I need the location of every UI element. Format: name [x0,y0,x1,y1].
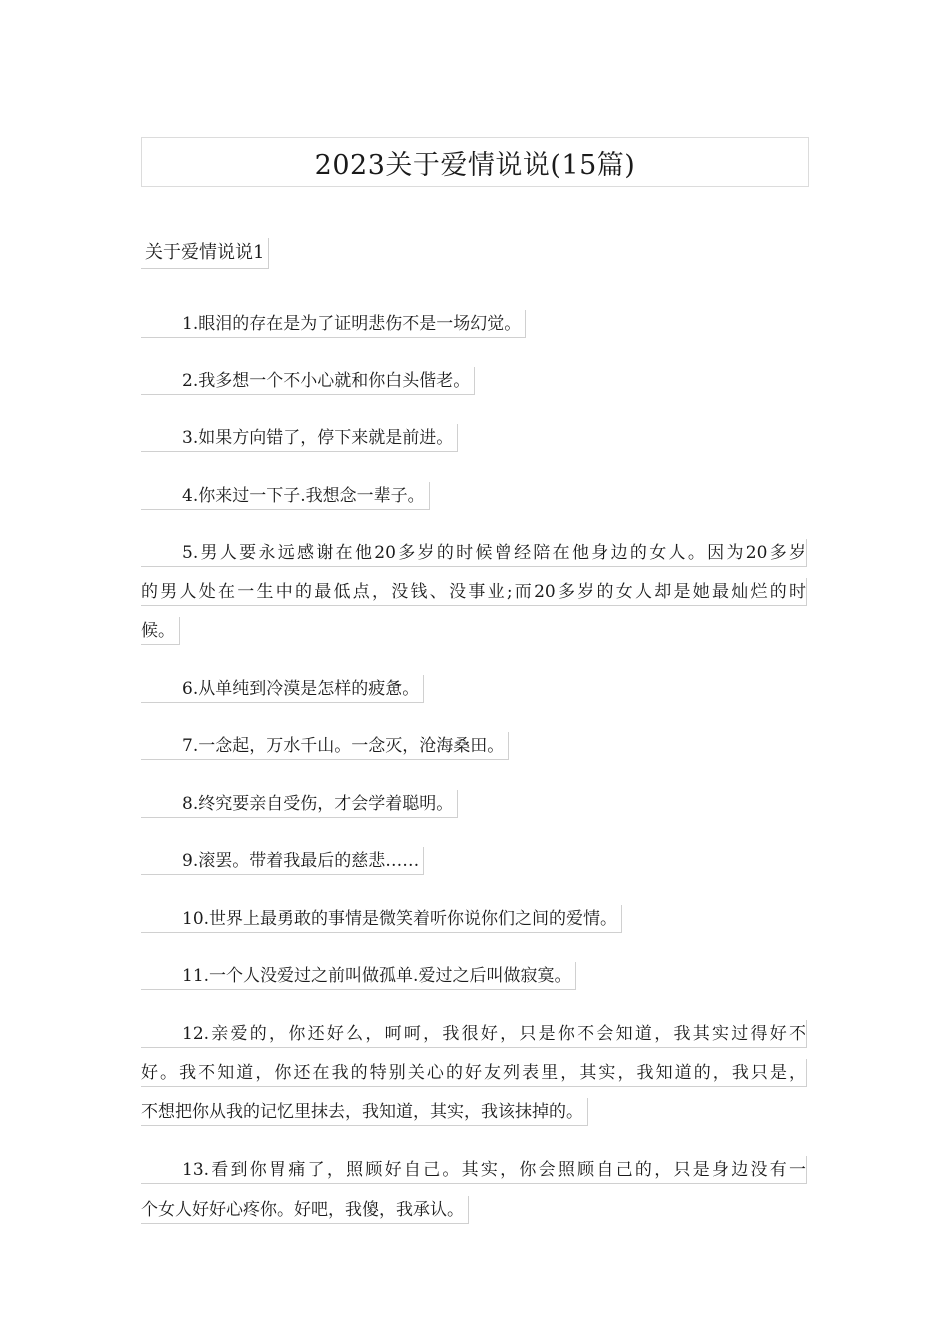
paragraph-line: 4.你来过一下子.我想念一辈子。 [141,482,430,510]
paragraph-line: 好。我不知道，你还在我的特别关心的好友列表里，其实，我知道的，我只是， [141,1059,807,1087]
paragraph-line: 8.终究要亲自受伤，才会学着聪明。 [141,790,458,818]
paragraph-line: 不想把你从我的记忆里抹去，我知道，其实，我该抹掉的。 [141,1098,588,1126]
paragraph-line: 1.眼泪的存在是为了证明悲伤不是一场幻觉。 [141,310,526,338]
paragraph-line: 12.亲爱的，你还好么，呵呵，我很好，只是你不会知道，我其实过得好不 [141,1020,807,1048]
paragraph-line: 5.男人要永远感谢在他20多岁的时候曾经陪在他身边的女人。因为20多岁 [141,539,807,567]
paragraph-line: 11.一个人没爱过之前叫做孤单.爱过之后叫做寂寞。 [141,962,576,990]
paragraph-line: 的男人处在一生中的最低点，没钱、没事业;而20多岁的女人却是她最灿烂的时 [141,578,807,606]
section-heading: 关于爱情说说1 [141,238,269,269]
document-title: 2023关于爱情说说(15篇) [141,137,809,187]
paragraph-line: 候。 [141,617,180,645]
paragraph-line: 7.一念起，万水千山。一念灭，沧海桑田。 [141,732,509,760]
paragraph-line: 13.看到你胃痛了，照顾好自己。其实，你会照顾自己的，只是身边没有一 [141,1156,807,1184]
paragraph-line: 10.世界上最勇敢的事情是微笑着听你说你们之间的爱情。 [141,905,622,933]
paragraph-line: 3.如果方向错了，停下来就是前进。 [141,424,458,452]
paragraph-line: 个女人好好心疼你。好吧，我傻，我承认。 [141,1196,469,1224]
paragraph-line: 6.从单纯到冷漠是怎样的疲惫。 [141,675,424,703]
paragraph-line: 2.我多想一个不小心就和你白头偕老。 [141,367,475,395]
paragraph-line: 9.滚罢。带着我最后的慈悲…… [141,847,424,875]
